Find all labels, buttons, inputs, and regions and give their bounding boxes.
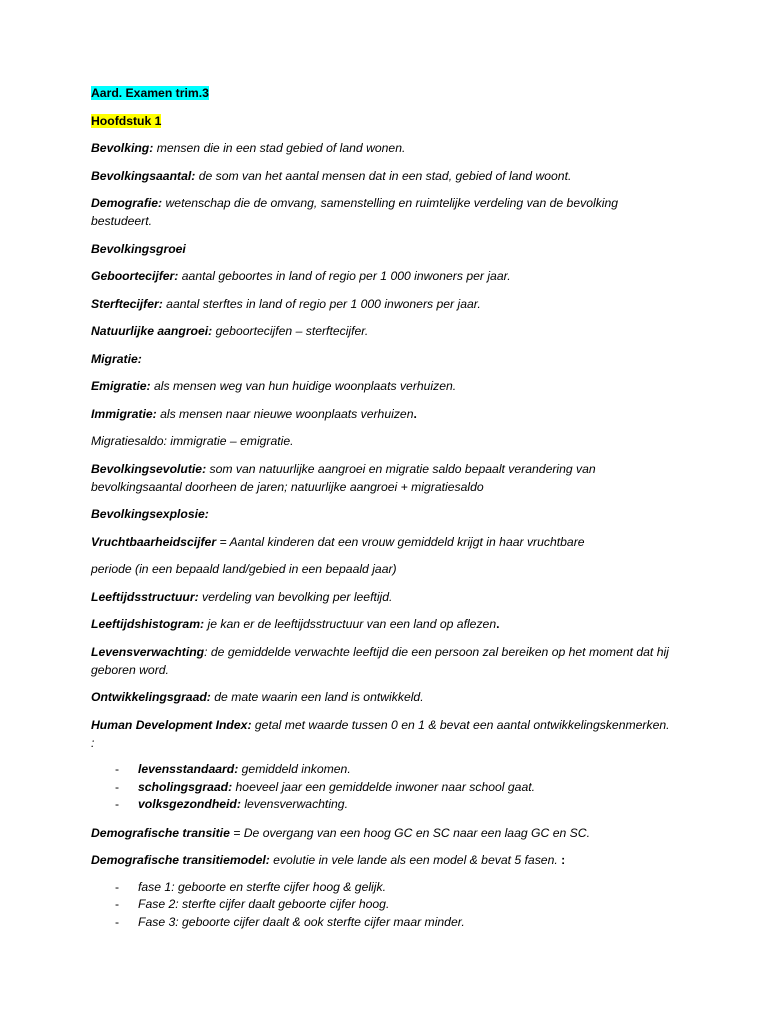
entry-migratiesaldo xyxy=(91,432,671,450)
entry-vruchtbaarheidscijfer-cont xyxy=(91,560,671,578)
list-item xyxy=(91,761,671,779)
phase-text: Fase 3: geboorte cijfer daalt & ook sterfte cijfer maar minder. xyxy=(138,914,465,929)
list-item xyxy=(91,779,671,797)
definition: geboortecijfen – sterftecijfer. xyxy=(212,324,369,338)
definition: de som van het aantal mensen dat in een stad, gebied of land woont. xyxy=(195,168,572,183)
term: Bevolkingsaantal: xyxy=(91,168,196,183)
list-item xyxy=(91,914,671,932)
entry-sterftecijfer xyxy=(91,295,671,313)
phase-text: Fase 2: sterfte cijfer daalt geboorte cijfer hoog. xyxy=(138,897,390,911)
term: Natuurlijke aangroei: xyxy=(91,324,213,338)
term: levensstandaard: xyxy=(138,762,239,776)
entry-bevolking xyxy=(91,139,671,157)
entry-bevolkingsgroei xyxy=(91,240,671,258)
definition: wetenschap die de omvang, samenstelling en ruimtelijke verdeling van de bevolking bestudeert. xyxy=(91,196,619,228)
entry-human-development-index xyxy=(91,716,671,752)
term: Migratie: xyxy=(91,351,142,366)
entry-demografische-transitiemodel xyxy=(91,851,671,869)
entry-demografie xyxy=(91,194,671,230)
definition: immigratie – emigratie. xyxy=(166,434,294,448)
term: Human Development Index: xyxy=(91,717,252,732)
dash-bullet: - xyxy=(115,779,120,794)
definition: als mensen weg van hun huidige woonplaats verhuizen. xyxy=(150,379,457,393)
definition: levensverwachting. xyxy=(240,797,348,811)
term: Bevolkingsevolutie: xyxy=(91,461,207,476)
entry-migratie xyxy=(91,350,671,368)
term: Demografische transitie xyxy=(91,825,230,840)
term: Bevolkingsgroei xyxy=(91,241,186,256)
dash-bullet: - xyxy=(115,879,120,894)
term: Leeftijdsstructuur: xyxy=(91,589,199,604)
definition: gemiddeld inkomen. xyxy=(238,762,351,776)
definition: aantal sterftes in land of regio per 1 000 inwoners per jaar. xyxy=(162,296,481,311)
definition: periode (in een bepaald land/gebied in een bepaald jaar) xyxy=(91,562,397,576)
term: Demografie: xyxy=(91,196,163,210)
term: Bevolking: xyxy=(91,141,154,155)
definition: mensen die in een stad gebied of land wonen. xyxy=(153,141,406,155)
definition: getal met waarde tussen 0 en 1 & bevat een aantal ontwikkelingskenmerken. : xyxy=(91,717,670,750)
entry-levensverwachting xyxy=(91,643,671,679)
phase-text: fase 1: geboorte en sterfte cijfer hoog & gelijk. xyxy=(138,879,386,894)
hdi-list xyxy=(91,761,671,814)
definition: som van natuurlijke aangroei en migratie saldo bepaalt verandering van bevolkingsaantal doorheen de jaren; natuurlijke aangroei + migratiesaldo xyxy=(91,461,596,494)
entry-emigratie xyxy=(91,377,671,395)
chapter-heading: Hoofdstuk 1 xyxy=(91,113,162,128)
entry-ontwikkelingsgraad xyxy=(91,688,671,706)
definition: hoeveel jaar een gemiddelde inwoner naar school gaat. xyxy=(232,779,536,794)
definition: verdeling van bevolking per leeftijd. xyxy=(198,589,393,604)
definition: : de gemiddelde verwachte leeftijd die een persoon zal bereiken op het moment dat hij geboren word. xyxy=(91,644,669,677)
chapter-heading-line xyxy=(91,112,671,130)
term: Migratiesaldo: xyxy=(91,434,167,448)
term: scholingsgraad: xyxy=(138,779,233,794)
term: Bevolkingsexplosie: xyxy=(91,507,209,521)
term: Sterftecijfer: xyxy=(91,296,163,311)
definition-tail: . xyxy=(413,406,417,421)
list-item xyxy=(91,879,671,897)
definition-tail: : xyxy=(557,853,566,867)
entry-bevolkingsevolutie xyxy=(91,460,671,496)
dash-bullet: - xyxy=(115,797,120,811)
term: Emigratie: xyxy=(91,379,151,393)
entry-bevolkingsaantal xyxy=(91,167,671,185)
document-page xyxy=(91,84,671,941)
entry-demografische-transitie xyxy=(91,824,671,842)
entry-immigratie xyxy=(91,405,671,423)
phase-list xyxy=(91,879,671,932)
term: Leeftijdshistogram: xyxy=(91,617,205,631)
term: Vruchtbaarheidscijfer xyxy=(91,534,217,549)
term: Immigratie: xyxy=(91,406,157,421)
term: Geboortecijfer: xyxy=(91,269,179,283)
entry-leeftijdsstructuur xyxy=(91,588,671,606)
term: Ontwikkelingsgraad: xyxy=(91,690,211,704)
definition: de mate waarin een land is ontwikkeld. xyxy=(210,690,424,704)
entry-natuurlijke-aangroei xyxy=(91,322,671,340)
term: Levensverwachting xyxy=(91,644,205,659)
definition: = Aantal kinderen dat een vrouw gemiddeld krijgt in haar vruchtbare xyxy=(216,534,585,549)
definition: je kan er de leeftijdsstructuur van een land op aflezen xyxy=(204,617,497,631)
entry-leeftijdshistogram xyxy=(91,615,671,633)
term: volksgezondheid: xyxy=(138,797,241,811)
entry-geboortecijfer xyxy=(91,267,671,285)
doc-title: Aard. Examen trim.3 xyxy=(91,86,209,100)
definition: = De overgang van een hoog GC en SC naar een laag GC en SC. xyxy=(229,825,590,840)
dash-bullet: - xyxy=(115,897,120,911)
dash-bullet: - xyxy=(115,914,120,929)
entry-vruchtbaarheidscijfer xyxy=(91,533,671,551)
dash-bullet: - xyxy=(115,762,120,776)
entry-bevolkingsexplosie xyxy=(91,505,671,523)
definition: aantal geboortes in land of regio per 1 000 inwoners per jaar. xyxy=(178,269,511,283)
term: Demografische transitiemodel: xyxy=(91,853,270,867)
list-item xyxy=(91,796,671,814)
definition: evolutie in vele lande als een model & bevat 5 fasen. xyxy=(269,853,558,867)
definition-tail: . xyxy=(496,617,500,631)
definition: als mensen naar nieuwe woonplaats verhuizen xyxy=(156,406,414,421)
doc-title-line xyxy=(91,84,671,102)
list-item xyxy=(91,896,671,914)
